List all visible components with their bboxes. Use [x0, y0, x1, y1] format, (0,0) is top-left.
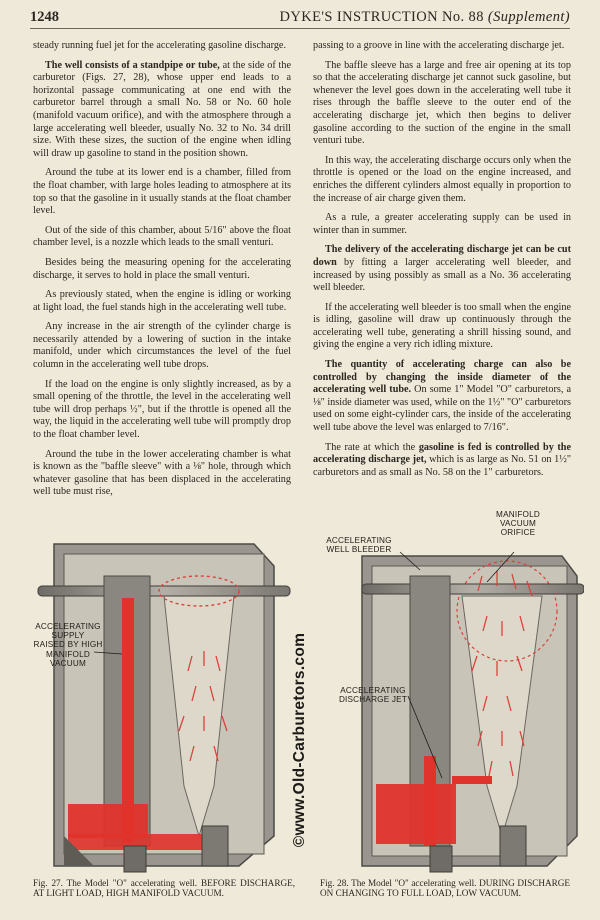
watermark-text: ©www.Old-Carburetors.com — [291, 632, 308, 848]
paragraph-text: by fitting a larger accelerating well bleeder, and increased by using possibly as small as a No. 36 accelerating well bleeder. — [313, 256, 571, 294]
callout-line: MANIFOLD — [496, 510, 540, 519]
bold-lead: gasoline is fed is controlled by the accelerating discharge jet, — [313, 441, 571, 466]
paragraph: Out of the side of this chamber, about 5/16" above the float chamber level, is a nozzle which leads to the small venturi. — [33, 224, 291, 249]
paragraph-text: at the side of the carburetor (Figs. 27, 28), whose upper end leads to a horizontal passage communicating at one end with the carburetor barrel through a small No. 58 or No. 60 hole (manifold vacuum orifice), and with the atmosphere through a large accelerating well bleeder, usually No. 32 to No. 34 drill size. With these sizes, the suction of the engine when idling will draw up gasoline to stand in the position shown. — [33, 59, 291, 159]
paragraph: Around the tube at its lower end is a chamber, filled from the float chamber, with large holes leading to atmosphere at its top so that the gasoline in it usually stands at the float chamber level. — [33, 167, 291, 217]
paragraph: Around the tube in the lower accelerating chamber is what is known as the "baffle sleeve" with a ⅛" hole, through which whatever gasoline that has been displaced in the accelerating well tube must rise, — [33, 448, 291, 498]
paragraph: Any increase in the air strength of the cylinder charge is necessarily attended by a lowering of suction in the intake manifold, under which circumstances the level of the fuel column in the accelerating well tube drops. — [33, 321, 291, 371]
figure-28-caption: Fig. 28. The Model "O" accelerating well. DURING DISCHARGE ON CHANGING TO FULL LOAD, LOW VACUUM. — [320, 878, 570, 899]
paragraph: If the accelerating well bleeder is too small when the engine is idling, gasoline will draw up continuously through the accelerating well tube, generating a shrill hissing sound, and giving the engine a very rich idling mixture. — [313, 301, 571, 351]
paragraph: passing to a groove in line with the accelerating discharge jet. — [313, 40, 565, 51]
callout-line: RAISED BY HIGH — [33, 640, 103, 650]
callout-line: ORIFICE — [500, 528, 536, 538]
paragraph-text: On some 1" Model "O" carburetors, a ⅛" inside diameter was used, while on the 1½" "O" carburetors used on some eight-cylinder cars, the inside of the accelerating well tube above the level was enlarged to 7/16". — [313, 384, 571, 434]
fig28-callout-vacuum-orifice — [488, 510, 548, 538]
paragraph: steady running fuel jet for the accelerating gasoline discharge. — [33, 40, 286, 51]
paragraph: In this way, the accelerating discharge occurs only when the throttle is opened or the load on the engine increased, and enriches the different cylinders almost equally in proportion to the increase of air charge given them. — [313, 154, 571, 204]
paragraph: If the load on the engine is only slightly increased, as by a small opening of the throttle, the level in the accelerating well tube will drop perhaps ½", but if the throttle is opened all the way, the liquid in the accelerating well tube will promptly drop to the float chamber level. — [33, 378, 291, 441]
figure-27 — [24, 536, 294, 874]
paragraph: As a rule, a greater accelerating supply can be used in winter than in summer. — [313, 212, 571, 236]
carburetor-illustration-fig27 — [24, 536, 294, 874]
fig27-callout-accelerating-supply — [28, 622, 108, 668]
left-column — [33, 40, 291, 506]
callout-line: WELL BLEEDER — [326, 545, 392, 555]
book-title: DYKE'S INSTRUCTION No. 88 — [279, 9, 484, 25]
callout-line: ACCELERATING — [340, 686, 406, 695]
bold-lead: The quantity of accelerating charge can also be controlled by changing the inside diameter of the accelerating well tube. — [313, 359, 571, 396]
paragraph — [313, 442, 571, 480]
callout-line: ACCELERATING — [35, 622, 101, 631]
callout-line: MANIFOLD VACUUM — [46, 649, 90, 668]
paragraph-text: which is as large as No. 51 on 1½" carburetors and as small as No. 58 on the 1" carburetors. — [313, 454, 572, 478]
paragraph: The baffle sleeve has a large and free air opening at its top so that the accelerating discharge jet cannot suck gasoline, but whenever the level goes down in the accelerating well tube it rises through the baffle sleeve to the outer end of the accelerating discharge jet, which then begins to deliver gasoline according to the suction of the engine in the small venturi tube. — [313, 59, 571, 147]
running-title — [280, 6, 570, 28]
paragraph — [313, 359, 571, 435]
paragraph: Besides being the measuring opening for the accelerating discharge, it serves to hold in place the small venturi. — [33, 256, 291, 281]
page-number: 1248 — [30, 9, 59, 25]
callout-line: ACCELERATING — [326, 536, 392, 545]
supplement-label: (Supplement) — [487, 9, 570, 25]
figure-28 — [302, 510, 584, 874]
fig28-callout-well-bleeder — [316, 536, 402, 554]
right-column — [313, 40, 571, 486]
fig28-callout-discharge-jet — [332, 686, 414, 704]
carburetor-illustration-fig28 — [302, 536, 584, 874]
paragraph — [313, 244, 571, 294]
bold-lead: The delivery of the accelerating discharge jet can be cut down — [313, 244, 571, 268]
paragraph — [33, 60, 291, 161]
callout-line: SUPPLY — [51, 631, 85, 641]
bold-lead: The well consists of a standpipe or tube, — [45, 59, 220, 71]
figure-27-caption: Fig. 27. The Model "O" accelerating well. BEFORE DISCHARGE, AT LIGHT LOAD, HIGH MANIFOLD VACUUM. — [33, 878, 295, 899]
callout-line: DISCHARGE JET — [338, 695, 408, 705]
callout-line: VACUUM — [499, 519, 537, 529]
page-header — [30, 6, 570, 29]
paragraph-text: The rate at which the — [325, 441, 419, 453]
paragraph: As previously stated, when the engine is idling or working at light load, the fuel stands high in the accelerating well tube. — [33, 289, 291, 313]
